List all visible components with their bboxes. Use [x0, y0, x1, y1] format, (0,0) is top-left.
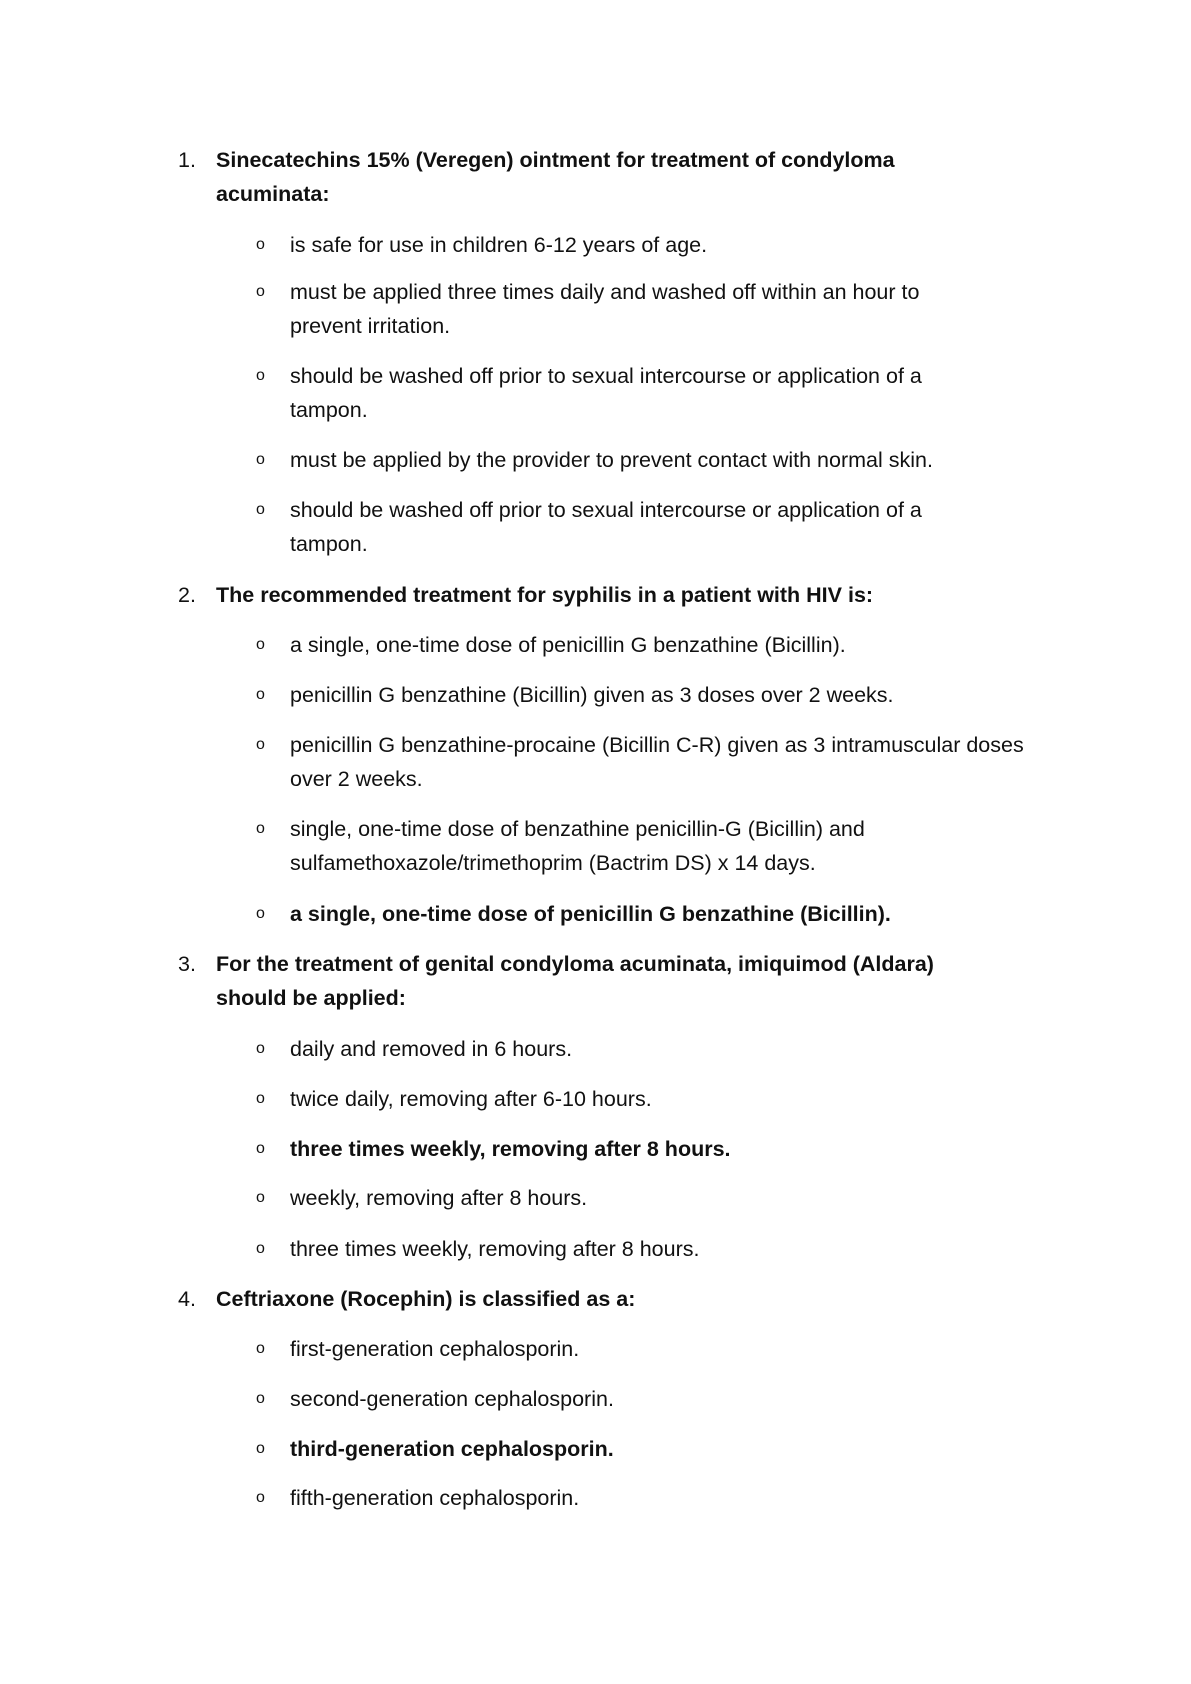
bullet-icon: o [256, 1489, 265, 1506]
option-text: third-generation cephalosporin. [290, 1437, 614, 1461]
bullet-icon: o [256, 820, 265, 837]
option-3-3 [256, 1132, 1036, 1166]
bullet-icon: o [256, 283, 265, 300]
question-text: Sinecatechins 15% (Veregen) ointment for treatment of condyloma acuminata: [216, 148, 895, 206]
bullet-icon: o [256, 905, 265, 922]
option-3-5 [256, 1232, 1036, 1266]
option-2-1 [256, 628, 1036, 662]
bullet-icon: o [256, 1240, 265, 1257]
option-2-4 [256, 812, 1036, 880]
bullet-icon: o [256, 367, 265, 384]
bullet-icon: o [256, 1040, 265, 1057]
option-text: should be washed off prior to sexual intercourse or application of a tampon. [290, 364, 922, 422]
bullet-icon: o [256, 1440, 265, 1457]
bullet-icon: o [256, 1340, 265, 1357]
option-1-3 [256, 359, 1036, 427]
option-text: a single, one-time dose of penicillin G benzathine (Bicillin). [290, 902, 891, 926]
option-1-1 [256, 228, 1036, 262]
option-4-3 [256, 1432, 1036, 1466]
option-text: three times weekly, removing after 8 hours. [290, 1137, 731, 1161]
question-number: 1. [178, 148, 196, 172]
option-2-5 [256, 897, 1036, 931]
question-4 [178, 1282, 1038, 1316]
question-number: 2. [178, 583, 196, 607]
bullet-icon: o [256, 236, 265, 253]
option-text: twice daily, removing after 6-10 hours. [290, 1087, 652, 1111]
question-3 [178, 947, 1038, 1015]
option-text: fifth-generation cephalosporin. [290, 1486, 580, 1510]
option-1-5 [256, 493, 1036, 561]
option-4-1 [256, 1332, 1036, 1366]
bullet-icon: o [256, 1090, 265, 1107]
option-1-4 [256, 443, 1036, 477]
bullet-icon: o [256, 736, 265, 753]
question-number: 3. [178, 952, 196, 976]
question-2 [178, 578, 1038, 612]
option-text: first-generation cephalosporin. [290, 1337, 580, 1361]
option-text: must be applied by the provider to prevent contact with normal skin. [290, 448, 933, 472]
option-text: penicillin G benzathine-procaine (Bicillin C-R) given as 3 intramuscular doses over 2 weeks. [290, 733, 1024, 791]
option-text: must be applied three times daily and washed off within an hour to prevent irritation. [290, 280, 920, 338]
option-3-1 [256, 1032, 1036, 1066]
option-2-3 [256, 728, 1036, 796]
bullet-icon: o [256, 1189, 265, 1206]
option-3-4 [256, 1181, 1036, 1215]
question-1 [178, 143, 1038, 211]
option-1-2 [256, 275, 1036, 343]
bullet-icon: o [256, 636, 265, 653]
option-text: three times weekly, removing after 8 hours. [290, 1237, 700, 1261]
bullet-icon: o [256, 686, 265, 703]
option-text: should be washed off prior to sexual intercourse or application of a tampon. [290, 498, 922, 556]
option-4-4 [256, 1481, 1036, 1515]
option-4-2 [256, 1382, 1036, 1416]
bullet-icon: o [256, 1390, 265, 1407]
bullet-icon: o [256, 501, 265, 518]
option-text: is safe for use in children 6-12 years of age. [290, 233, 708, 257]
option-text: weekly, removing after 8 hours. [290, 1186, 588, 1210]
option-text: daily and removed in 6 hours. [290, 1037, 573, 1061]
question-number: 4. [178, 1287, 196, 1311]
bullet-icon: o [256, 451, 265, 468]
option-3-2 [256, 1082, 1036, 1116]
option-text: single, one-time dose of benzathine penicillin-G (Bicillin) and sulfamethoxazole/trimethoprim (Bactrim DS) x 14 days. [290, 817, 865, 875]
question-text: Ceftriaxone (Rocephin) is classified as a: [216, 1287, 636, 1311]
option-text: penicillin G benzathine (Bicillin) given as 3 doses over 2 weeks. [290, 683, 894, 707]
option-text: a single, one-time dose of penicillin G benzathine (Bicillin). [290, 633, 846, 657]
option-text: second-generation cephalosporin. [290, 1387, 614, 1411]
question-text: The recommended treatment for syphilis in a patient with HIV is: [216, 583, 874, 607]
bullet-icon: o [256, 1140, 265, 1157]
question-text: For the treatment of genital condyloma acuminata, imiquimod (Aldara) should be applied: [216, 952, 934, 1010]
option-2-2 [256, 678, 1036, 712]
